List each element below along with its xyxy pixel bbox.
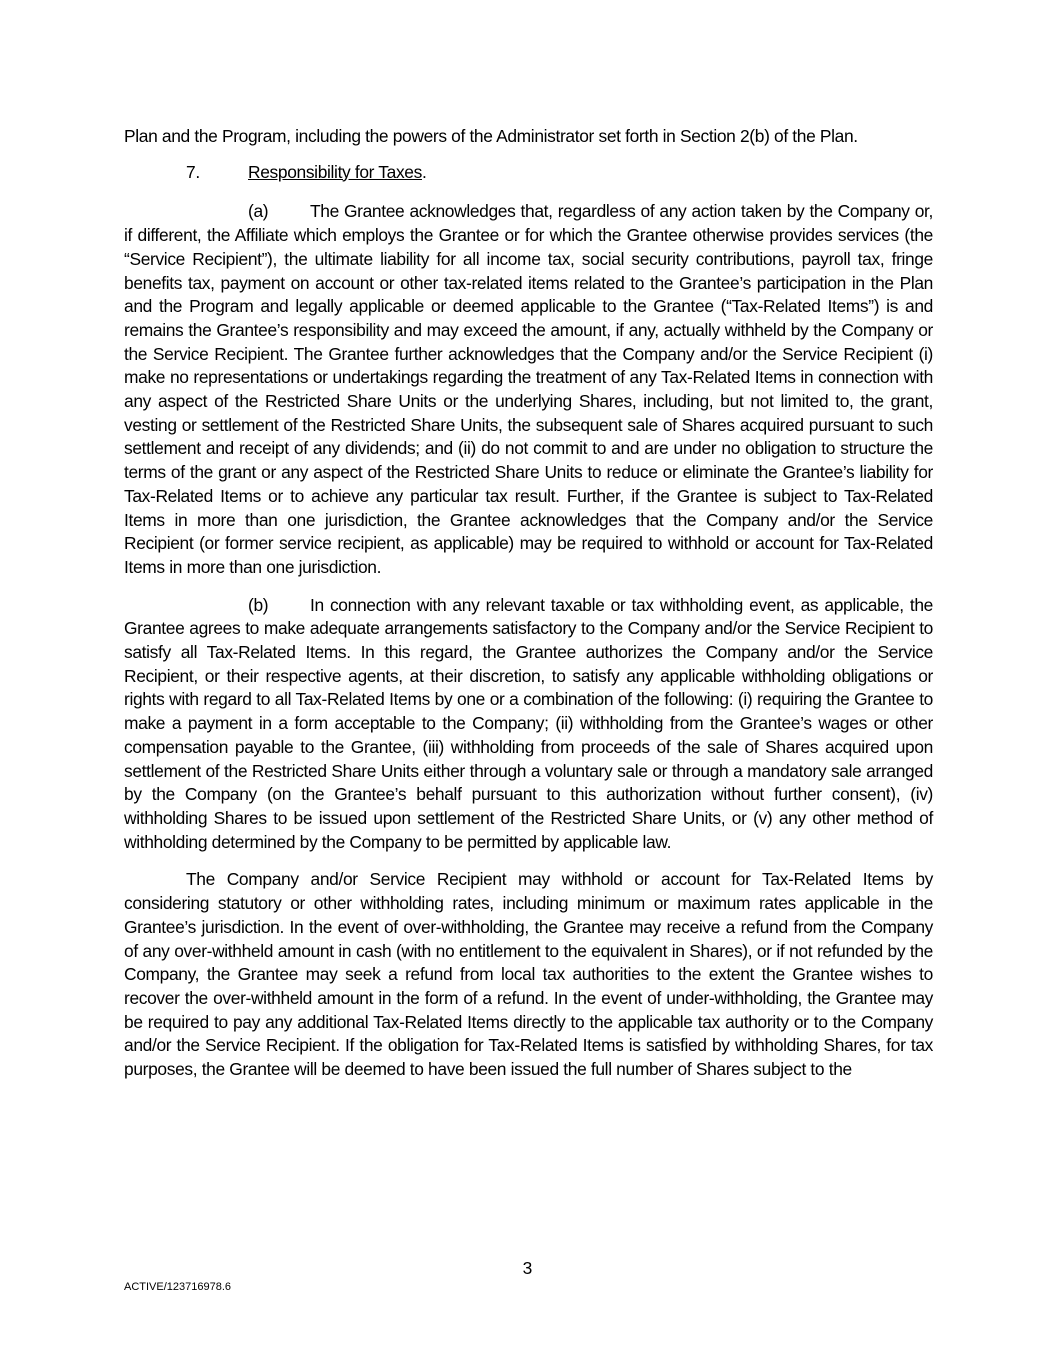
section-title: Responsibility for Taxes: [248, 161, 422, 182]
paragraph-b-text: In connection with any relevant taxable or tax withholding event, as applicable, the Grantee agrees to make adequate arrangements satisfactory to the Company and/or the Service Recipient to satisfy all Tax-Related Items. In this regard, the Grantee authorizes the Company and/or the Service Recipient, or their respective agents, at their discretion, to satisfy any applicable withholding obligations or rights with regard to all Tax-Related Items by one or a combination of the following: (i) requiring the Grantee to make a payment in a form acceptable to the Company; (ii) withholding from the Grantee’s wages or other compensation payable to the Grantee, (iii) withholding from proceeds of the sale of Shares acquired upon settlement of the Restricted Share Units either through a voluntary sale or through a mandatory sale arranged by the Company (on the Grantee’s behalf pursuant to this authorization without further consent), (iv) withholding Shares to be issued upon settlement of the Restricted Share Units, or (v) any other method of withholding determined by the Company to be permitted by applicable law.: [124, 594, 933, 852]
document-id-footer: ACTIVE/123716978.6: [124, 1281, 232, 1293]
paragraph-b-label: (b): [248, 594, 269, 615]
page-number: 3: [522, 1258, 533, 1278]
intro-paragraph: Plan and the Program, including the powers of the Administrator set forth in Section 2(b) of the Plan.: [124, 126, 858, 146]
paragraph-a: [124, 200, 933, 579]
paragraph-a-text: The Grantee acknowledges that, regardless of any action taken by the Company or, if different, the Affiliate which employs the Grantee or for which the Grantee otherwise provides services (the “Service Recipient”), the ultimate liability for all income tax, social security contributions, payroll tax, fringe benefits tax, payment on account or other tax-related items related to the Grantee’s participation in the Plan and the Program and legally applicable or deemed applicable to the Grantee (“Tax-Related Items”) is and remains the Grantee’s responsibility and may exceed the amount, if any, actually withheld by the Company or the Service Recipient. The Grantee further acknowledges that the Company and/or the Service Recipient (i) make no representations or undertakings regarding the treatment of any Tax-Related Items in connection with any aspect of the Restricted Share Units or the underlying Shares, including, but not limited to, the grant, vesting or settlement of the Restricted Share Units, the subsequent sale of Shares acquired pursuant to such settlement and receipt of any dividends; and (ii) do not commit to and are under no obligation to structure the terms of the grant or any aspect of the Restricted Share Units to reduce or eliminate the Grantee’s liability for Tax-Related Items or to achieve any particular tax result. Further, if the Grantee is subject to Tax-Related Items in more than one jurisdiction, the Grantee acknowledges that the Company and/or the Service Recipient (or former service recipient, as applicable) may be required to withhold or account for Tax-Related Items in more than one jurisdiction.: [124, 201, 933, 577]
section-heading: [124, 161, 933, 185]
paragraph-a-label: (a): [248, 201, 269, 222]
section-number: 7.: [186, 161, 200, 182]
paragraph-withholding-rates: The Company and/or Service Recipient may withhold or account for Tax-Related Items by considering statutory or other withholding rates, including minimum or maximum rates applicable in the Grantee’s jurisdiction. In the event of over-withholding, the Grantee may receive a refund from the Company of any over-withheld amount in cash (with no entitlement to the equivalent in Shares), or if not refunded by the Company, the Grantee may seek a refund from local tax authorities to the extent the Grantee wishes to recover the over-withheld amount in the form of a refund. In the event of under-withholding, the Grantee may be required to pay any additional Tax-Related Items directly to the applicable tax authority or to the Company and/or the Service Recipient. If the obligation for Tax-Related Items is satisfied by withholding Shares, for tax purposes, the Grantee will be deemed to have been issued the full number of Shares subject to the: [124, 869, 933, 1080]
section-title-period: .: [421, 161, 427, 182]
paragraph-b: [124, 594, 933, 855]
document-body: [124, 125, 933, 1082]
